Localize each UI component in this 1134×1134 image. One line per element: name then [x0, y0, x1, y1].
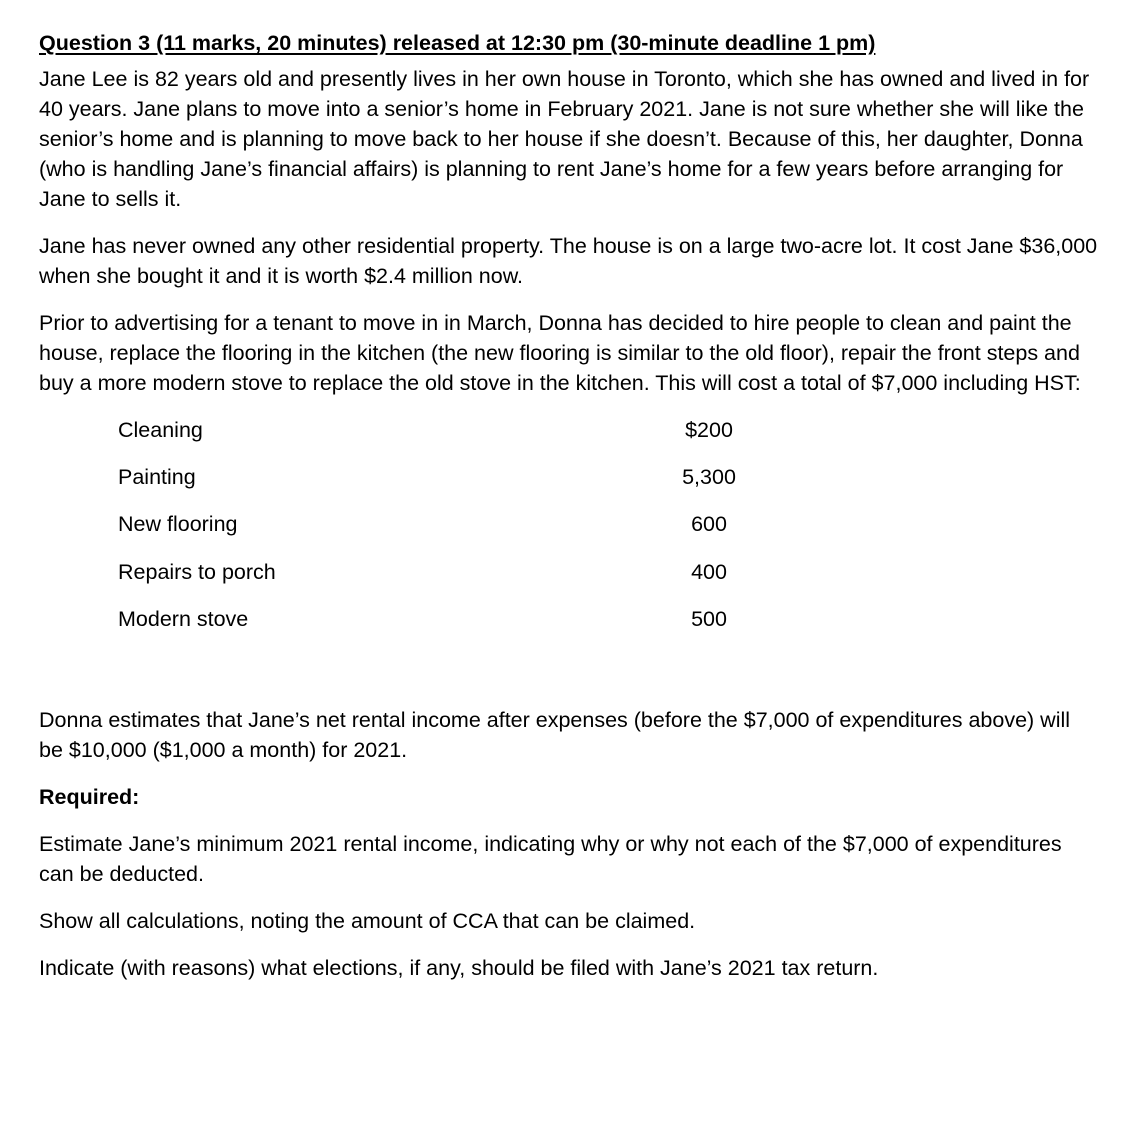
cost-item-label: Repairs to porch	[118, 560, 276, 584]
cost-item-label: Cleaning	[118, 418, 203, 442]
cost-row-cleaning	[39, 415, 759, 445]
intro-paragraph: Jane Lee is 82 years old and presently lives in her own house in Toronto, which she has owned and lived in for 40 years. Jane plans to move into a senior’s home in February 2021. Jane is not sure whether she will like the senior’s home and is planning to move back to her house if she doesn’t. Because of this, her daughter, Donna (who is handling Jane’s financial affairs) is planning to rent Jane’s home for a few years before arranging for Jane to sells it.	[39, 67, 1090, 211]
question-document	[39, 28, 1099, 1000]
estimate-paragraph: Donna estimates that Jane’s net rental income after expenses (before the $7,000 of expenditures above) will be $10,000 ($1,000 a month) for 2021.	[39, 708, 1071, 762]
cost-item-amount: $200	[685, 418, 733, 442]
cost-item-amount: 500	[691, 607, 727, 631]
cost-row-painting	[39, 462, 759, 492]
requirement-3: Indicate (with reasons) what elections, if any, should be filed with Jane’s 2021 tax return.	[39, 956, 879, 980]
expenditures-paragraph: Prior to advertising for a tenant to move in in March, Donna has decided to hire people to clean and paint the house, replace the flooring in the kitchen (the new flooring is similar to the old floor), repair the front steps and buy a more modern stove to replace the old stove in the kitchen. This will cost a total of $7,000 including HST:	[39, 311, 1081, 395]
cost-item-label: New flooring	[118, 512, 238, 536]
cost-row-new-flooring	[39, 509, 759, 539]
property-paragraph: Jane has never owned any other residential property. The house is on a large two-acre lot. It cost Jane $36,000 when she bought it and it is worth $2.4 million now.	[39, 234, 1098, 288]
cost-item-amount: 600	[691, 512, 727, 536]
required-label: Required:	[39, 785, 140, 809]
cost-item-label: Modern stove	[118, 607, 249, 631]
requirement-2: Show all calculations, noting the amount of CCA that can be claimed.	[39, 909, 696, 933]
requirement-1: Estimate Jane’s minimum 2021 rental income, indicating why or why not each of the $7,000 of expenditures can be deducted.	[39, 832, 1062, 886]
cost-list	[39, 415, 1099, 637]
question-heading: Question 3 (11 marks, 20 minutes) released at 12:30 pm (30-minute deadline 1 pm)	[39, 31, 876, 55]
cost-row-repairs-to-porch	[39, 557, 759, 587]
cost-item-amount: 5,300	[682, 465, 736, 489]
cost-item-amount: 400	[691, 560, 727, 584]
cost-item-label: Painting	[118, 465, 196, 489]
cost-row-modern-stove	[39, 604, 759, 634]
